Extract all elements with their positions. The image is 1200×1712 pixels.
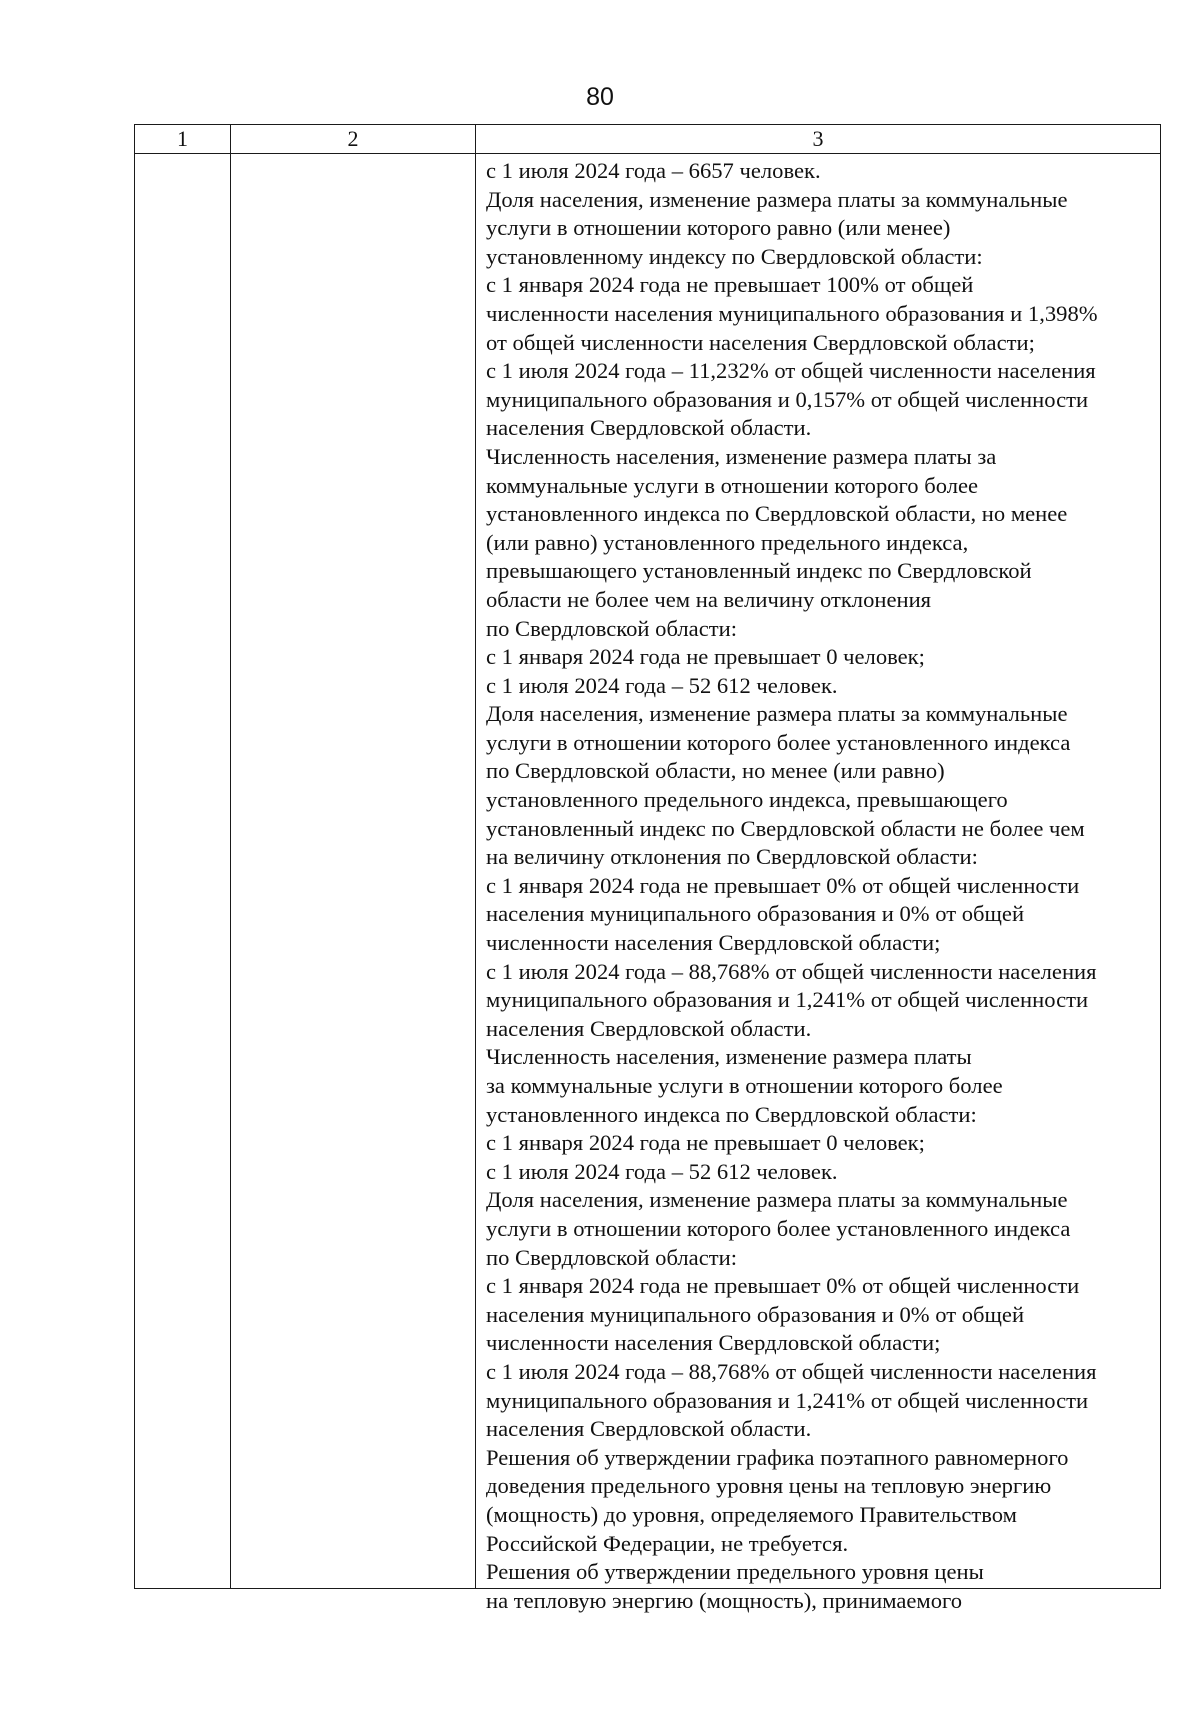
text-line: с 1 января 2024 года не превышает 0% от общей численности [486,872,1080,898]
column-3-text [476,154,1160,1613]
text-line: установленного предельного индекса, превышающего [486,787,1008,813]
text-line: населения Свердловской области. [486,415,812,441]
text-line: услуги в отношении которого равно (или менее) [486,215,951,241]
text-line: численности населения муниципального образования и 1,398% [486,300,1098,326]
text-line: (мощность) до уровня, определяемого Правительством [486,1501,1017,1527]
cell-column-1 [135,154,231,1589]
text-line: с 1 июля 2024 года – 6657 человек. [486,158,821,183]
text-line: населения Свердловской области. [486,1015,812,1041]
text-line: численности населения Свердловской области; [486,1330,941,1356]
text-line: на тепловую энергию (мощность), принимаемого [486,1587,963,1613]
text-line: с 1 июля 2024 года – 11,232% от общей численности населения [486,358,1096,384]
text-line: муниципального образования и 0,157% от общей численности [486,386,1089,412]
text-line: установленного индекса по Свердловской области, но менее [486,501,1068,527]
column-header-3: 3 [476,125,1161,154]
text-line: населения Свердловской области. [486,1416,812,1442]
text-line: установленный индекс по Свердловской области не более чем [486,815,1085,841]
text-line: населения муниципального образования и 0% от общей [486,1301,1025,1327]
text-line: Численность населения, изменение размера платы [486,1044,972,1070]
text-line: услуги в отношении которого более установленного индекса [486,729,1071,755]
text-line: муниципального образования и 1,241% от общей численности [486,1387,1089,1413]
text-line: Доля населения, изменение размера платы за коммунальные [486,1187,1068,1213]
text-line: на величину отклонения по Свердловской области: [486,844,978,870]
text-line: с 1 июля 2024 года – 52 612 человек. [486,1158,838,1184]
table-header-row [135,125,1161,154]
text-line: Решения об утверждении предельного уровня цены [486,1559,984,1585]
column-header-2: 2 [231,125,476,154]
text-line: с 1 июля 2024 года – 88,768% от общей численности населения [486,958,1097,984]
column-header-1: 1 [135,125,231,154]
text-line: с 1 января 2024 года не превышает 0% от общей численности [486,1273,1080,1299]
data-table [134,124,1161,1613]
text-line: за коммунальные услуги в отношении которого более [486,1073,1003,1098]
text-line: области не более чем на величину отклонения [486,586,932,612]
text-line: по Свердловской области: [486,615,737,641]
text-line: услуги в отношении которого более установленного индекса [486,1215,1071,1241]
text-line: от общей численности населения Свердловской области; [486,329,1035,355]
text-line: Доля населения, изменение размера платы за коммунальные [486,701,1068,727]
page-number: 80 [586,83,614,111]
text-line: по Свердловской области: [486,1244,737,1270]
text-line: доведения предельного уровня цены на тепловую энергию [486,1473,1052,1499]
text-line: населения муниципального образования и 0% от общей [486,901,1025,927]
text-line: Российской Федерации, не требуется. [486,1530,849,1556]
text-line: муниципального образования и 1,241% от общей численности [486,987,1089,1013]
text-line: установленного индекса по Свердловской области: [486,1101,977,1127]
text-line: Решения об утверждении графика поэтапного равномерного [486,1444,1069,1470]
text-line: с 1 июля 2024 года – 88,768% от общей численности населения [486,1358,1097,1384]
text-line: коммунальные услуги в отношении которого более [486,472,979,498]
text-line: Численность населения, изменение размера платы за [486,443,997,469]
text-line: по Свердловской области, но менее (или равно) [486,758,945,784]
text-line: с 1 января 2024 года не превышает 0 человек; [486,1130,925,1156]
text-line: численности населения Свердловской области; [486,930,941,956]
cell-column-3 [476,154,1161,1613]
text-line: установленному индексу по Свердловской области: [486,243,983,269]
text-line: Доля населения, изменение размера платы за коммунальные [486,186,1068,212]
text-line: (или равно) установленного предельного индекса, [486,529,969,555]
text-line: превышающего установленный индекс по Свердловской [486,558,1032,584]
text-line: с 1 июля 2024 года – 52 612 человек. [486,672,838,698]
text-line: с 1 января 2024 года не превышает 100% от общей [486,272,974,298]
table-row [135,154,1161,1589]
cell-column-2 [231,154,476,1589]
text-line: с 1 января 2024 года не превышает 0 человек; [486,644,925,670]
